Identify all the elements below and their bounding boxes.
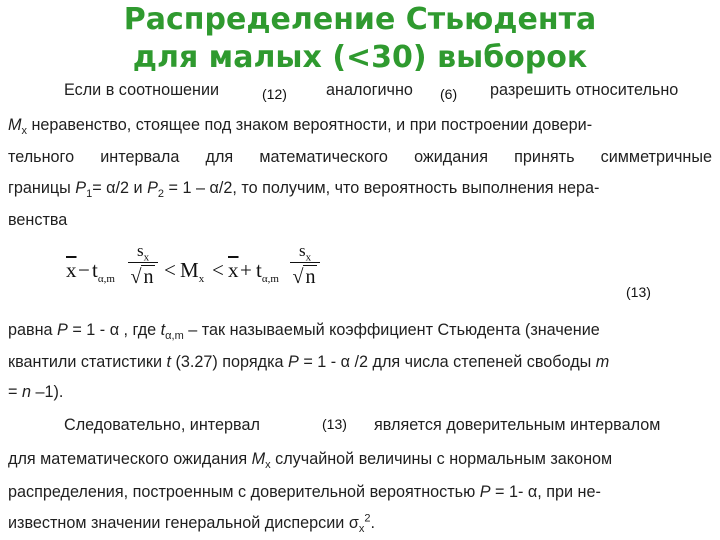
p-variable: P bbox=[479, 483, 491, 501]
p1-text-c: разрешить относительно bbox=[490, 81, 679, 99]
t-variable: t bbox=[160, 321, 166, 339]
slide-title-line1: Распределение Стьюдента bbox=[123, 2, 597, 37]
s-subscript: x bbox=[143, 251, 150, 264]
p-variable: P bbox=[288, 353, 299, 371]
p1-text-b: аналогично bbox=[326, 81, 413, 99]
p3-line1-b: является доверительным интервалом bbox=[374, 416, 661, 434]
p1-variable: P bbox=[75, 179, 87, 197]
mx-variable: M bbox=[251, 450, 266, 468]
formula-t-left bbox=[92, 258, 115, 286]
m-variable: m bbox=[595, 353, 610, 371]
t-subscript: α,m bbox=[261, 273, 279, 286]
p3-line4-b: . bbox=[370, 514, 375, 532]
sqrt-sign: √ bbox=[130, 266, 142, 288]
paragraph1-line5: венства bbox=[8, 211, 68, 229]
p2-subscript: 2 bbox=[157, 188, 165, 201]
p3-line3-b: = 1- α, при не- bbox=[490, 483, 601, 501]
paragraph1-line2 bbox=[8, 113, 712, 137]
p2-line3-b: –1). bbox=[30, 383, 64, 401]
p2-line2-b: (3.27) порядка bbox=[170, 353, 289, 371]
p1-line4-b: = α/2 и bbox=[92, 179, 148, 197]
p-variable: P bbox=[57, 321, 68, 339]
fraction-numerator bbox=[288, 240, 322, 262]
t-variable: t bbox=[166, 353, 171, 371]
sqrt-n: n bbox=[143, 266, 154, 288]
sigma-subscript: x bbox=[358, 523, 365, 536]
p1-line4-a: границы bbox=[8, 179, 76, 197]
p2-line1-a: равна bbox=[8, 321, 58, 339]
paragraph1-line3: тельного интервала для математического ожидания принять симметричные bbox=[8, 148, 712, 166]
confidence-interval-formula bbox=[62, 240, 362, 308]
formula-xbar-left: $\overline{x}$ bbox=[66, 258, 77, 282]
formula-plus: + bbox=[240, 258, 252, 282]
paragraph3-line2 bbox=[8, 447, 712, 471]
formula-M bbox=[180, 258, 205, 286]
t-symbol: t bbox=[92, 258, 98, 282]
p3-line2-a: для математического ожидания bbox=[8, 450, 252, 468]
p1-line2-text: неравенство, стоящее под знаком вероятности, и при построении довери- bbox=[26, 116, 593, 134]
reference-12: (12) bbox=[262, 86, 287, 102]
t-subscript: α,m bbox=[165, 330, 184, 343]
mx-variable: M bbox=[8, 116, 22, 134]
p2-line1-c: – так называемый коэффициент Стьюдента (значение bbox=[183, 321, 600, 339]
fraction-denominator bbox=[288, 263, 322, 291]
formula-xbar-right: $\overline{x}$ bbox=[228, 258, 239, 282]
t-symbol: t bbox=[256, 258, 262, 282]
formula-minus: − bbox=[78, 258, 90, 282]
p3-line2-b: случайной величины с нормальным законом bbox=[270, 450, 613, 468]
p1-text-a: Если в соотношении bbox=[64, 81, 220, 99]
formula-fraction-left bbox=[126, 240, 160, 291]
sqrt-sign: √ bbox=[292, 266, 304, 288]
formula-less-right: < bbox=[212, 258, 224, 282]
reference-13-text: (13) bbox=[322, 416, 347, 432]
p2-variable: P bbox=[147, 179, 158, 197]
paragraph2-line3 bbox=[8, 380, 712, 404]
formula-t-right bbox=[256, 258, 279, 286]
p3-line1-a: Следовательно, интервал bbox=[64, 416, 260, 434]
n-variable: n bbox=[21, 383, 31, 401]
t-subscript: α,m bbox=[97, 273, 115, 286]
paragraph1-line4 bbox=[8, 176, 712, 200]
sigma-superscript: 2 bbox=[364, 512, 371, 525]
reference-6: (6) bbox=[440, 86, 458, 102]
M-subscript: x bbox=[198, 273, 205, 286]
mx-subscript: x bbox=[21, 125, 27, 138]
formula-fraction-right bbox=[288, 240, 322, 291]
slide-title-line2: для малых (<30) выборок bbox=[132, 40, 588, 75]
paragraph2-line2 bbox=[8, 350, 712, 374]
fraction-numerator bbox=[126, 240, 160, 262]
s-symbol: s bbox=[136, 241, 144, 260]
p1-line4-c: = 1 – α/2, то получим, что вероятность выполнения нера- bbox=[164, 179, 600, 197]
paragraph3-line4 bbox=[8, 511, 712, 535]
p2-line2-a: квантили статистики bbox=[8, 353, 167, 371]
formula-less-left: < bbox=[164, 258, 176, 282]
p2-line3-a: = bbox=[8, 383, 22, 401]
M-symbol: M bbox=[180, 258, 199, 282]
s-subscript: x bbox=[305, 251, 312, 264]
p3-line4-a: известном значении генеральной дисперсии σ bbox=[8, 514, 359, 532]
p2-line1-b: = 1 - α , где bbox=[67, 321, 161, 339]
paragraph3-line3 bbox=[8, 480, 712, 504]
reference-13-formula: (13) bbox=[626, 284, 651, 300]
s-symbol: s bbox=[298, 241, 306, 260]
sqrt-n: n bbox=[305, 266, 316, 288]
paragraph2-line1 bbox=[8, 318, 712, 342]
p3-line3-a: распределения, построенным с доверительной вероятностью bbox=[8, 483, 480, 501]
mx-subscript: x bbox=[265, 459, 271, 472]
p1-subscript: 1 bbox=[86, 188, 93, 201]
p2-line2-c: = 1 - α /2 для числа степеней свободы bbox=[298, 353, 596, 371]
fraction-denominator bbox=[126, 263, 160, 291]
